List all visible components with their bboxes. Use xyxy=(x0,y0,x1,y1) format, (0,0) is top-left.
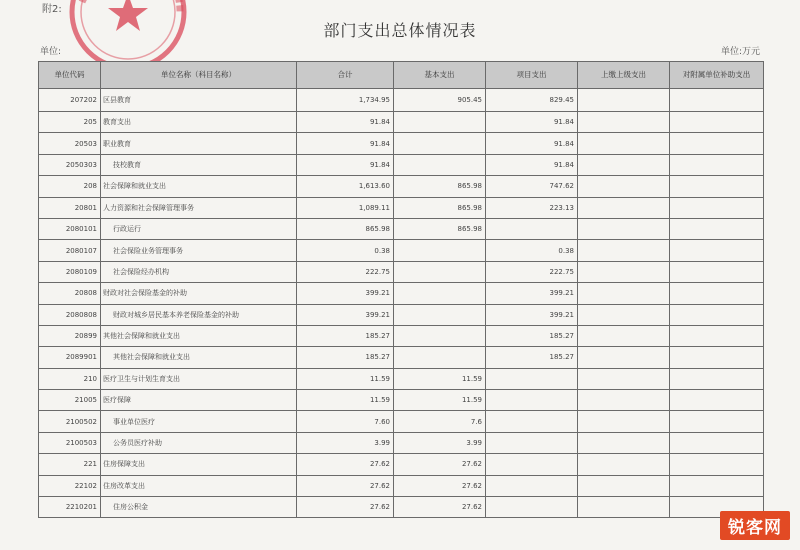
col-header-name: 单位名称（科目名称） xyxy=(101,62,297,89)
cell-upper xyxy=(578,176,670,197)
org-label: 单位: xyxy=(40,47,62,57)
cell-upper xyxy=(578,197,670,218)
cell-basic: 11.59 xyxy=(394,390,486,411)
cell-upper xyxy=(578,325,670,346)
cell-total: 399.21 xyxy=(297,283,394,304)
table-row xyxy=(39,133,764,154)
cell-basic xyxy=(394,112,486,133)
cell-project: 0.38 xyxy=(486,240,578,261)
cell-project xyxy=(486,218,578,239)
table-row xyxy=(39,347,764,368)
table-row xyxy=(39,454,764,475)
cell-code: 2080107 xyxy=(39,240,101,261)
page-title: 部门支出总体情况表 xyxy=(323,21,477,40)
cell-name: 其他社会保障和就业支出 xyxy=(101,325,297,346)
cell-subsidy xyxy=(670,218,764,239)
col-header-subsidy: 对附属单位补助支出 xyxy=(670,62,764,89)
cell-code: 22102 xyxy=(39,475,101,496)
cell-name: 区县教育 xyxy=(101,89,297,112)
cell-basic: 27.62 xyxy=(394,475,486,496)
cell-upper xyxy=(578,304,670,325)
table-row xyxy=(39,497,764,518)
table-row xyxy=(39,89,764,112)
cell-subsidy xyxy=(670,411,764,432)
cell-upper xyxy=(578,390,670,411)
cell-project: 91.84 xyxy=(486,154,578,175)
table-body xyxy=(39,89,764,518)
cell-subsidy xyxy=(670,304,764,325)
table-row xyxy=(39,432,764,453)
col-header-total: 合计 xyxy=(297,62,394,89)
cell-code: 221 xyxy=(39,454,101,475)
col-header-code: 单位代码 xyxy=(39,62,101,89)
cell-code: 210 xyxy=(39,368,101,389)
cell-code: 2089901 xyxy=(39,347,101,368)
cell-subsidy xyxy=(670,283,764,304)
cell-basic: 27.62 xyxy=(394,497,486,518)
cell-basic xyxy=(394,304,486,325)
cell-name: 医疗卫生与计划生育支出 xyxy=(101,368,297,389)
attachment-label: 附2: xyxy=(42,4,62,15)
cell-subsidy xyxy=(670,261,764,282)
cell-total: 1,613.60 xyxy=(297,176,394,197)
cell-code: 2080109 xyxy=(39,261,101,282)
table-row xyxy=(39,112,764,133)
cell-basic: 3.99 xyxy=(394,432,486,453)
cell-project: 829.45 xyxy=(486,89,578,112)
cell-code: 208 xyxy=(39,176,101,197)
cell-total: 27.62 xyxy=(297,497,394,518)
cell-total: 865.98 xyxy=(297,218,394,239)
cell-subsidy xyxy=(670,390,764,411)
unit-label: 单位:万元 xyxy=(720,47,760,57)
cell-upper xyxy=(578,261,670,282)
cell-basic xyxy=(394,240,486,261)
cell-subsidy xyxy=(670,347,764,368)
cell-total: 91.84 xyxy=(297,133,394,154)
table-row xyxy=(39,240,764,261)
cell-subsidy xyxy=(670,112,764,133)
cell-code: 2100503 xyxy=(39,432,101,453)
table-row xyxy=(39,154,764,175)
cell-total: 399.21 xyxy=(297,304,394,325)
cell-name: 技校教育 xyxy=(101,154,297,175)
cell-basic: 11.59 xyxy=(394,368,486,389)
cell-name: 社会保险业务管理事务 xyxy=(101,240,297,261)
cell-subsidy xyxy=(670,368,764,389)
cell-total: 91.84 xyxy=(297,112,394,133)
cell-project xyxy=(486,432,578,453)
table-header-row xyxy=(39,62,764,89)
cell-project xyxy=(486,390,578,411)
cell-total: 27.62 xyxy=(297,454,394,475)
cell-project xyxy=(486,475,578,496)
cell-basic: 865.98 xyxy=(394,197,486,218)
cell-total: 91.84 xyxy=(297,154,394,175)
cell-upper xyxy=(578,368,670,389)
cell-code: 2050303 xyxy=(39,154,101,175)
cell-code: 2080101 xyxy=(39,218,101,239)
cell-upper xyxy=(578,89,670,112)
cell-total: 7.60 xyxy=(297,411,394,432)
cell-name: 住房公积金 xyxy=(101,497,297,518)
table-row xyxy=(39,325,764,346)
cell-upper xyxy=(578,283,670,304)
col-header-upper: 上缴上级支出 xyxy=(578,62,670,89)
cell-subsidy xyxy=(670,197,764,218)
cell-code: 2100502 xyxy=(39,411,101,432)
cell-upper xyxy=(578,497,670,518)
cell-name: 职业教育 xyxy=(101,133,297,154)
cell-upper xyxy=(578,218,670,239)
cell-name: 住房改革支出 xyxy=(101,475,297,496)
expenditure-table xyxy=(38,61,764,518)
cell-code: 2080808 xyxy=(39,304,101,325)
table-row xyxy=(39,368,764,389)
cell-project: 222.75 xyxy=(486,261,578,282)
cell-basic xyxy=(394,325,486,346)
cell-name: 事业单位医疗 xyxy=(101,411,297,432)
cell-name: 社会保障和就业支出 xyxy=(101,176,297,197)
cell-basic: 905.45 xyxy=(394,89,486,112)
table-row xyxy=(39,176,764,197)
cell-code: 205 xyxy=(39,112,101,133)
cell-code: 2210201 xyxy=(39,497,101,518)
table-row xyxy=(39,197,764,218)
table-row xyxy=(39,283,764,304)
cell-subsidy xyxy=(670,133,764,154)
col-header-project: 项目支出 xyxy=(486,62,578,89)
cell-upper xyxy=(578,133,670,154)
cell-subsidy xyxy=(670,454,764,475)
cell-name: 公务员医疗补助 xyxy=(101,432,297,453)
cell-total: 0.38 xyxy=(297,240,394,261)
col-header-basic: 基本支出 xyxy=(394,62,486,89)
table-row xyxy=(39,390,764,411)
cell-total: 185.27 xyxy=(297,325,394,346)
cell-total: 1,089.11 xyxy=(297,197,394,218)
cell-project: 91.84 xyxy=(486,133,578,154)
cell-code: 20808 xyxy=(39,283,101,304)
cell-code: 20801 xyxy=(39,197,101,218)
cell-subsidy xyxy=(670,475,764,496)
cell-project: 399.21 xyxy=(486,304,578,325)
cell-basic xyxy=(394,154,486,175)
cell-total: 11.59 xyxy=(297,390,394,411)
cell-upper xyxy=(578,454,670,475)
cell-project xyxy=(486,411,578,432)
cell-code: 20899 xyxy=(39,325,101,346)
cell-subsidy xyxy=(670,154,764,175)
cell-basic xyxy=(394,261,486,282)
cell-project: 747.62 xyxy=(486,176,578,197)
cell-project xyxy=(486,497,578,518)
cell-name: 其他社会保障和就业支出 xyxy=(101,347,297,368)
table-row xyxy=(39,261,764,282)
cell-project: 185.27 xyxy=(486,347,578,368)
cell-project: 223.13 xyxy=(486,197,578,218)
cell-total: 1,734.95 xyxy=(297,89,394,112)
cell-project: 399.21 xyxy=(486,283,578,304)
cell-upper xyxy=(578,154,670,175)
cell-name: 财政对社会保险基金的补助 xyxy=(101,283,297,304)
cell-basic xyxy=(394,283,486,304)
cell-upper xyxy=(578,411,670,432)
cell-subsidy xyxy=(670,176,764,197)
cell-code: 207202 xyxy=(39,89,101,112)
cell-upper xyxy=(578,432,670,453)
cell-total: 222.75 xyxy=(297,261,394,282)
cell-upper xyxy=(578,240,670,261)
cell-upper xyxy=(578,347,670,368)
cell-total: 3.99 xyxy=(297,432,394,453)
table-row xyxy=(39,304,764,325)
cell-subsidy xyxy=(670,89,764,112)
cell-basic: 865.98 xyxy=(394,176,486,197)
cell-code: 20503 xyxy=(39,133,101,154)
cell-name: 医疗保障 xyxy=(101,390,297,411)
cell-basic: 7.6 xyxy=(394,411,486,432)
cell-basic xyxy=(394,133,486,154)
cell-name: 人力资源和社会保障管理事务 xyxy=(101,197,297,218)
cell-total: 185.27 xyxy=(297,347,394,368)
cell-project: 91.84 xyxy=(486,112,578,133)
cell-name: 财政对城乡居民基本养老保险基金的补助 xyxy=(101,304,297,325)
cell-name: 住房保障支出 xyxy=(101,454,297,475)
cell-project: 185.27 xyxy=(486,325,578,346)
cell-name: 教育支出 xyxy=(101,112,297,133)
cell-subsidy xyxy=(670,325,764,346)
cell-upper xyxy=(578,112,670,133)
cell-subsidy xyxy=(670,432,764,453)
table-row xyxy=(39,475,764,496)
cell-basic: 27.62 xyxy=(394,454,486,475)
cell-basic xyxy=(394,347,486,368)
cell-code: 21005 xyxy=(39,390,101,411)
cell-total: 11.59 xyxy=(297,368,394,389)
cell-total: 27.62 xyxy=(297,475,394,496)
cell-subsidy xyxy=(670,240,764,261)
table-row xyxy=(39,411,764,432)
cell-upper xyxy=(578,475,670,496)
site-watermark: 锐客网 xyxy=(720,511,790,540)
cell-name: 社会保险经办机构 xyxy=(101,261,297,282)
cell-project xyxy=(486,368,578,389)
table-row xyxy=(39,218,764,239)
cell-basic: 865.98 xyxy=(394,218,486,239)
cell-name: 行政运行 xyxy=(101,218,297,239)
cell-project xyxy=(486,454,578,475)
